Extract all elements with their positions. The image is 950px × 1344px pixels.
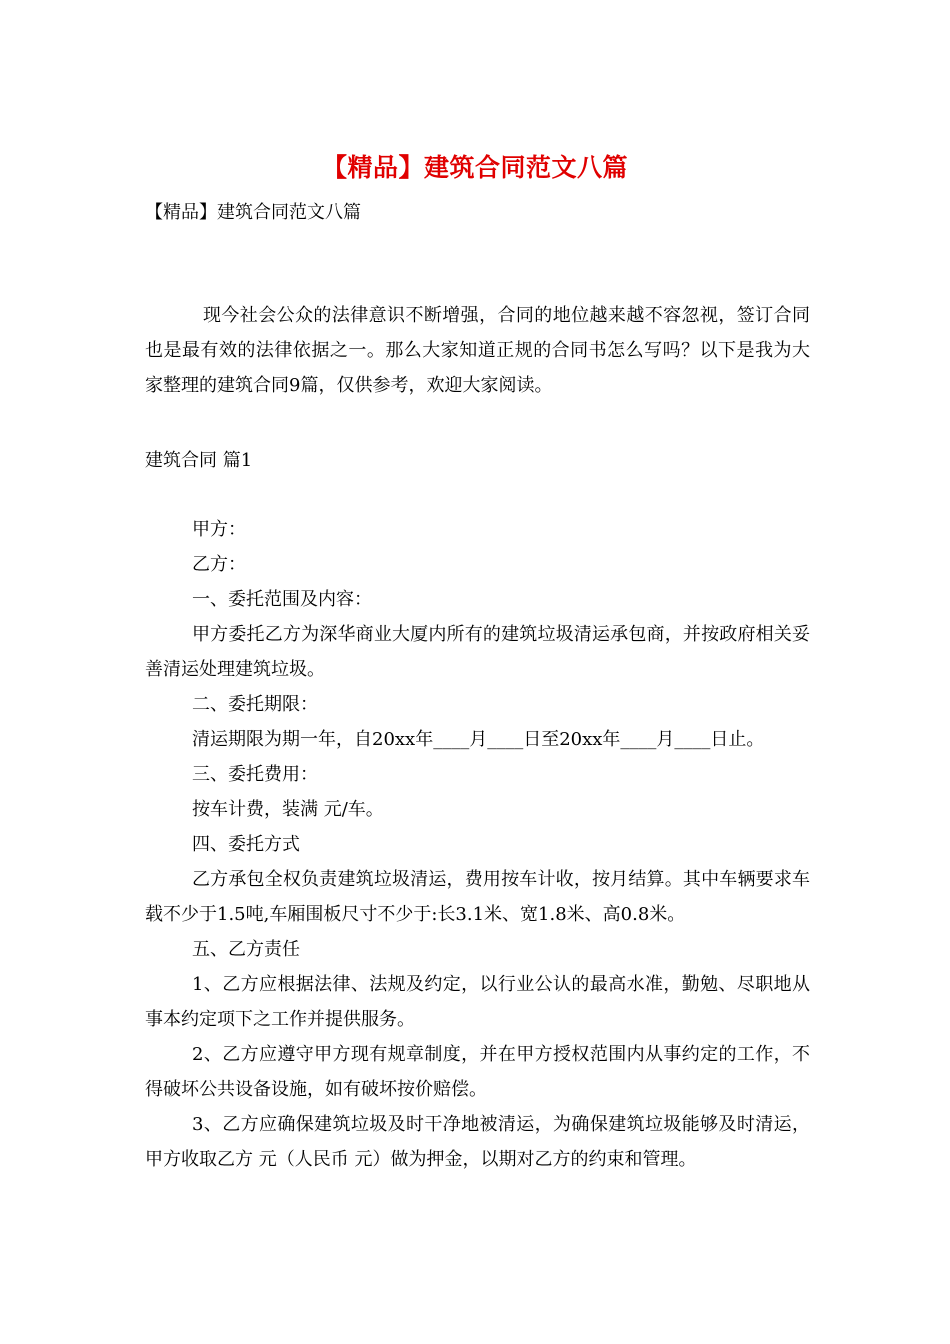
document-title: 【精品】建筑合同范文八篇 bbox=[321, 153, 628, 182]
clause-text-method: 乙方承包全权负责建筑垃圾清运，费用按车计收，按月结算。其中车辆要求车载不少于1.5吨,车厢围板尺寸不少于:长3.1米、宽1.8米、高0.8米。 bbox=[145, 869, 810, 925]
clause-heading-scope: 一、委托范围及内容： bbox=[192, 589, 372, 610]
duty-item-2: 2、乙方应遵守甲方现有规章制度，并在甲方授权范围内从事约定的工作，不得破坏公共设备设施，如有破坏按价赔偿。 bbox=[145, 1044, 810, 1100]
clause-heading-fee: 三、委托费用： bbox=[192, 764, 318, 785]
document-subtitle: 【精品】建筑合同范文八篇 bbox=[145, 202, 361, 223]
party-a-line: 甲方： bbox=[192, 519, 246, 540]
duty-item-1: 1、乙方应根据法律、法规及约定，以行业公认的最高水准，勤勉、尽职地从事本约定项下之工作并提供服务。 bbox=[145, 974, 810, 1030]
duty-item-3: 3、乙方应确保建筑垃圾及时干净地被清运，为确保建筑垃圾能够及时清运，甲方收取乙方 元（人民币 元）做为押金，以期对乙方的约束和管理。 bbox=[145, 1114, 810, 1170]
contract-body bbox=[145, 512, 810, 1177]
clause-heading-method: 四、委托方式 bbox=[192, 834, 300, 855]
clause-text-term: 清运期限为期一年，自20xx年____月____日至20xx年____月____日止。 bbox=[192, 729, 765, 750]
clause-heading-term: 二、委托期限： bbox=[192, 694, 318, 715]
party-b-line: 乙方： bbox=[192, 554, 246, 575]
clause-text-scope: 甲方委托乙方为深华商业大厦内所有的建筑垃圾清运承包商，并按政府相关妥善清运处理建筑垃圾。 bbox=[145, 624, 810, 680]
clause-text-fee: 按车计费，装满 元/车。 bbox=[192, 799, 384, 820]
clause-heading-duty: 五、乙方责任 bbox=[192, 939, 300, 960]
section-heading: 建筑合同 篇1 bbox=[145, 450, 253, 471]
intro-paragraph: 现今社会公众的法律意识不断增强，合同的地位越来越不容忽视，签订合同也是最有效的法律依据之一。那么大家知道正规的合同书怎么写吗？以下是我为大家整理的建筑合同9篇，仅供参考，欢迎大家阅读。 bbox=[145, 305, 810, 396]
